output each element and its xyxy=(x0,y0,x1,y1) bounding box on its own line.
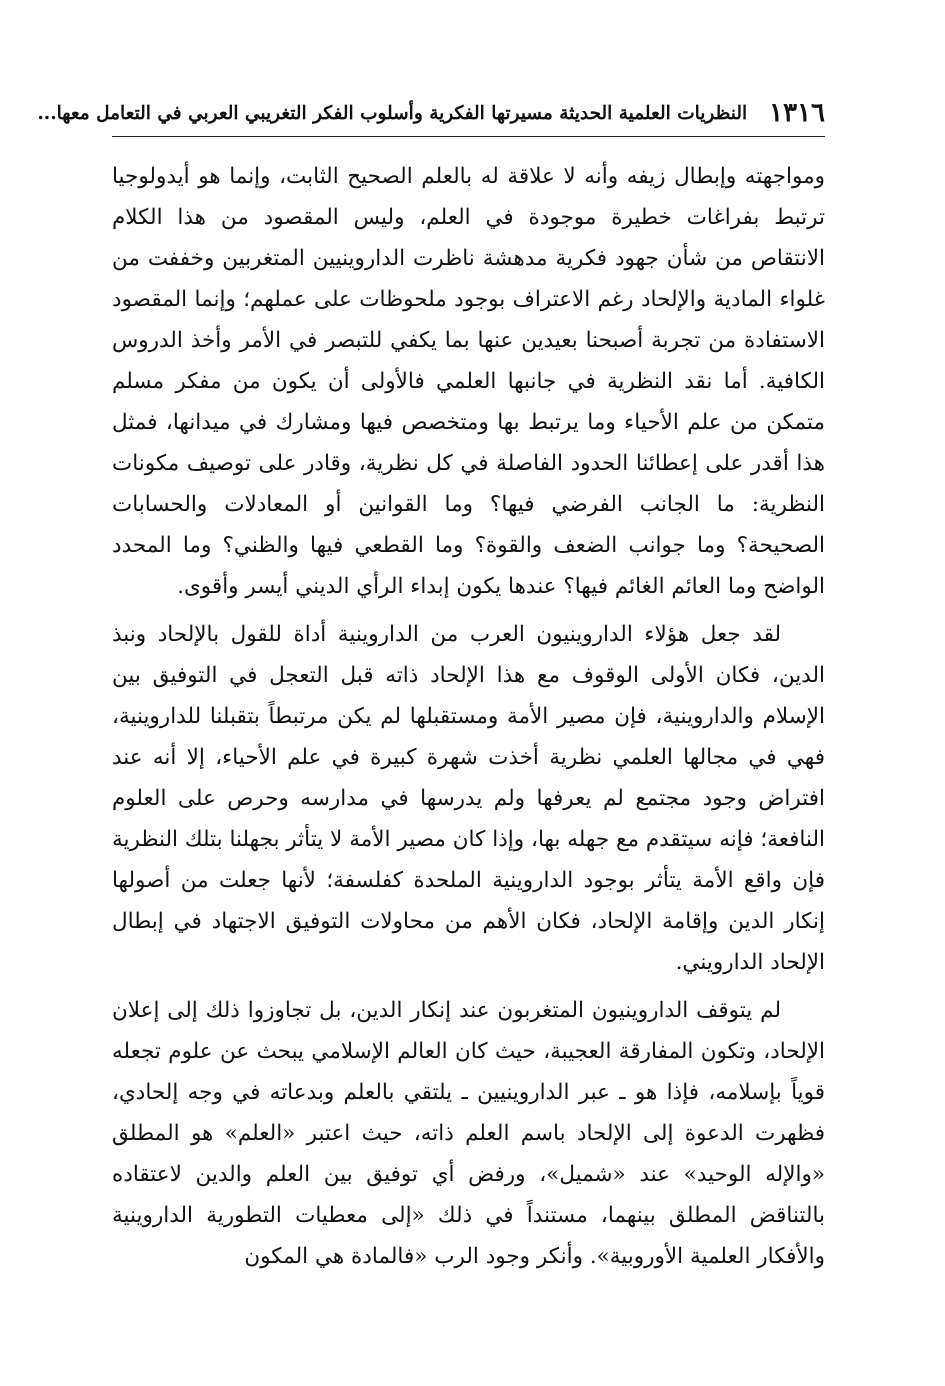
header-divider xyxy=(112,136,825,137)
paragraph-3: لم يتوقف الداروينيون المتغربون عند إنكار الدين، بل تجاوزوا ذلك إلى إعلان الإلحاد، وتكون المفارقة العجيبة، حيث كان العالم الإسلامي يبحث عن علوم تجعله قوياً بإسلامه، فإذا هو ـ عبر الداروينيين ـ يلتقي بالعلم وبدعاته في وجه إلحادي، فظهرت الدعوة إلى الإلحاد باسم العلم ذاته، حيث اعتبر «العلم» هو المطلق «والإله الوحيد» عند «شميل»، ورفض أي توفيق بين العلم والدين لاعتقاده بالتناقض المطلق بينهما، مستنداً في ذلك «إلى معطيات التطورية الداروينية والأفكار العلمية الأوروبية». وأنكر وجود الرب «فالمادة هي المكون xyxy=(112,998,825,1269)
page-number: ١٣١٦ xyxy=(769,98,825,128)
paragraph-2: لقد جعل هؤلاء الداروينيون العرب من الداروينية أداة للقول بالإلحاد ونبذ الدين، فكان الأولى الوقوف مع هذا الإلحاد ذاته قبل التعجل في التوفيق بين الإسلام والداروينية، فإن مصير الأمة ومستقبلها لم يكن مرتبطاً بتقبلنا للداروينية، فهي في مجالها العلمي نظرية أخذت شهرة كبيرة في علم الأحياء، إلا أنه عند افتراض وجود مجتمع لم يعرفها ولم يدرسها في مدارسه وحرص على العلوم النافعة؛ فإنه سيتقدم مع جهله بها، وإذا كان مصير الأمة لا يتأثر بجهلنا بتلك النظرية فإن واقع الأمة يتأثر بوجود الداروينية الملحدة كفلسفة؛ لأنها جعلت من أصولها إنكار الدين وإقامة الإلحاد، فكان الأهم من محاولات التوفيق الاجتهاد في إبطال الإلحاد الدارويني. xyxy=(112,622,825,975)
running-title: النظريات العلمية الحديثة مسيرتها الفكرية وأسلوب الفكر التغريبي العربي في التعامل معها... xyxy=(37,102,748,124)
running-header xyxy=(37,96,825,130)
paragraph-1: ومواجهته وإبطال زيفه وأنه لا علاقة له بالعلم الصحيح الثابت، وإنما هو أيدولوجيا ترتبط بفراغات خطيرة موجودة في العلم، وليس المقصود من هذا الكلام الانتقاص من شأن جهود فكرية مدهشة ناظرت الداروينيين المتغربين وخففت من غلواء المادية والإلحاد رغم الاعتراف بوجود ملحوظات على عملهم؛ وإنما المقصود الاستفادة من تجربة أصبحنا بعيدين عنها بما يكفي للتبصر في الأمر وأخذ الدروس الكافية. أما نقد النظرية في جانبها العلمي فالأولى أن يكون من مفكر مسلم متمكن من علم الأحياء وما يرتبط بها ومتخصص فيها ومشارك في ميدانها، فمثل هذا أقدر على إعطائنا الحدود الفاصلة في كل نظرية، وقادر على توصيف مكونات النظرية: ما الجانب الفرضي فيها؟ وما القوانين أو المعادلات والحسابات الصحيحة؟ وما جوانب الضعف والقوة؟ وما القطعي فيها والظني؟ وما المحدد الواضح وما العائم الغائم فيها؟ عندها يكون إبداء الرأي الديني أيسر وأقوى. xyxy=(112,164,825,599)
body-text xyxy=(112,156,825,1277)
